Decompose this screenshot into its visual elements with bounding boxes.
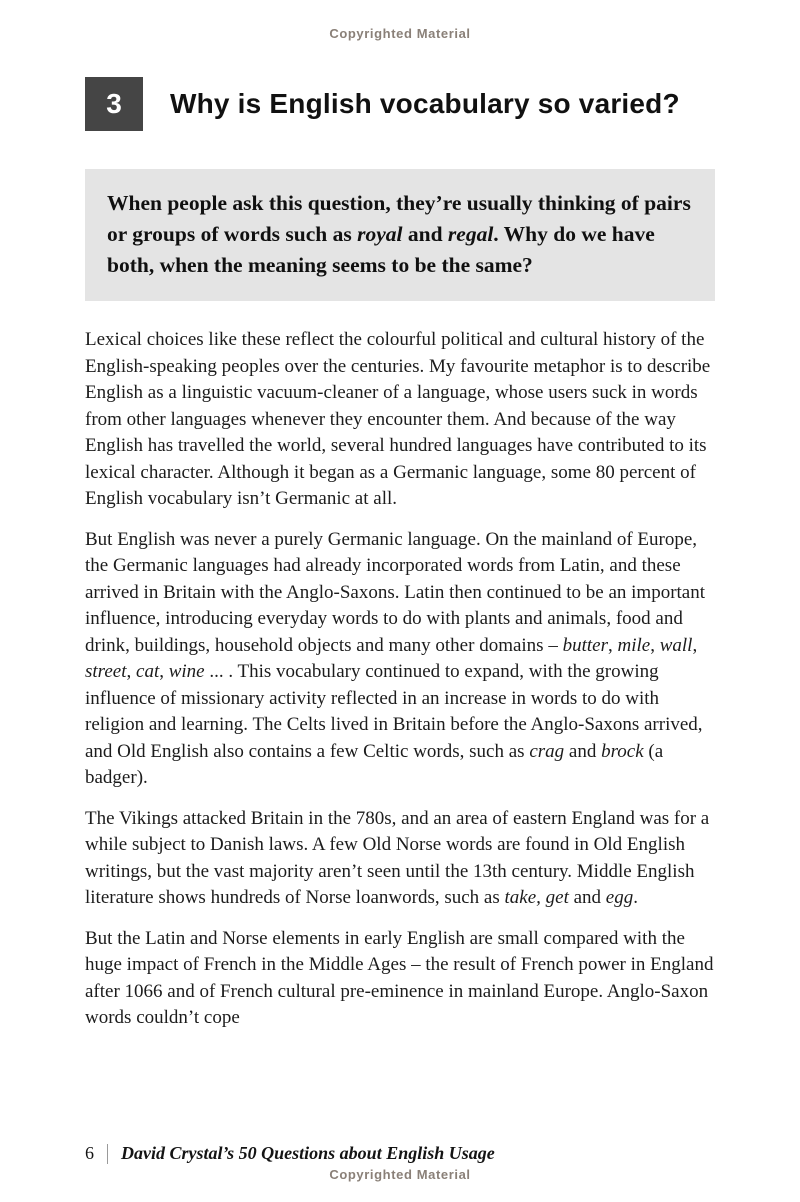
body-paragraph: But English was never a purely Germanic language. On the mainland of Europe, the Germanic languages had already incorporated words from Latin, and these arrived in Britain with the Anglo-Saxons. Latin then continued to be an important influence, introducing everyday words to do with plants and animals, food and drink, buildings, household objects and many other domains – butter, mile, wall, street, cat, wine ... . This vocabulary continued to expand, with the growing influence of missionary activity reflected in an increase in words to do with religion and learning. The Celts lived in Britain before the Anglo-Saxons arrived, and Old English also contains a few Celtic words, such as crag and brock (a badger). [85,528,706,788]
chapter-header [85,77,715,131]
book-title: David Crystal’s 50 Questions about English Usage [121,1143,495,1163]
chapter-number-badge: 3 [85,77,143,131]
copyright-notice-bottom: Copyrighted Material [329,1167,471,1182]
copyright-notice-top: Copyrighted Material [329,26,471,41]
body-paragraph: Lexical choices like these reflect the colourful political and cultural history of the English-speaking peoples over the centuries. My favourite metaphor is to describe English as a linguistic vacuum-cleaner of a language, whose users suck in words from other languages whenever they encounter them. And because of the way English has travelled the world, several hundred languages have contributed to its lexical character. Although it began as a Germanic language, some 80 percent of English vocabulary isn’t Germanic at all. [85,329,711,509]
page-number: 6 [85,1143,94,1163]
footer-separator [107,1144,108,1164]
body-copy [85,327,715,1032]
body-paragraph: But the Latin and Norse elements in early English are small compared with the huge impact of French in the Middle Ages – the result of French power in England after 1066 and of French cultural pre-eminence in mainland Europe. Anglo-Saxon words couldn’t cope [85,927,714,1028]
question-box: When people ask this question, they’re usually thinking of pairs or groups of words such as royal and regal. Why do we have both, when the meaning seems to be the same? [85,169,715,301]
footer-line [85,1143,715,1164]
footer [0,1143,800,1182]
body-paragraph: The Vikings attacked Britain in the 780s, and an area of eastern England was for a while subject to Danish laws. A few Old Norse words are found in Old English writings, but the vast majority aren’t seen until the 13th century. Middle English literature shows hundreds of Norse loanwords, such as take, get and egg. [85,807,710,908]
chapter-title: Why is English vocabulary so varied? [170,88,680,119]
